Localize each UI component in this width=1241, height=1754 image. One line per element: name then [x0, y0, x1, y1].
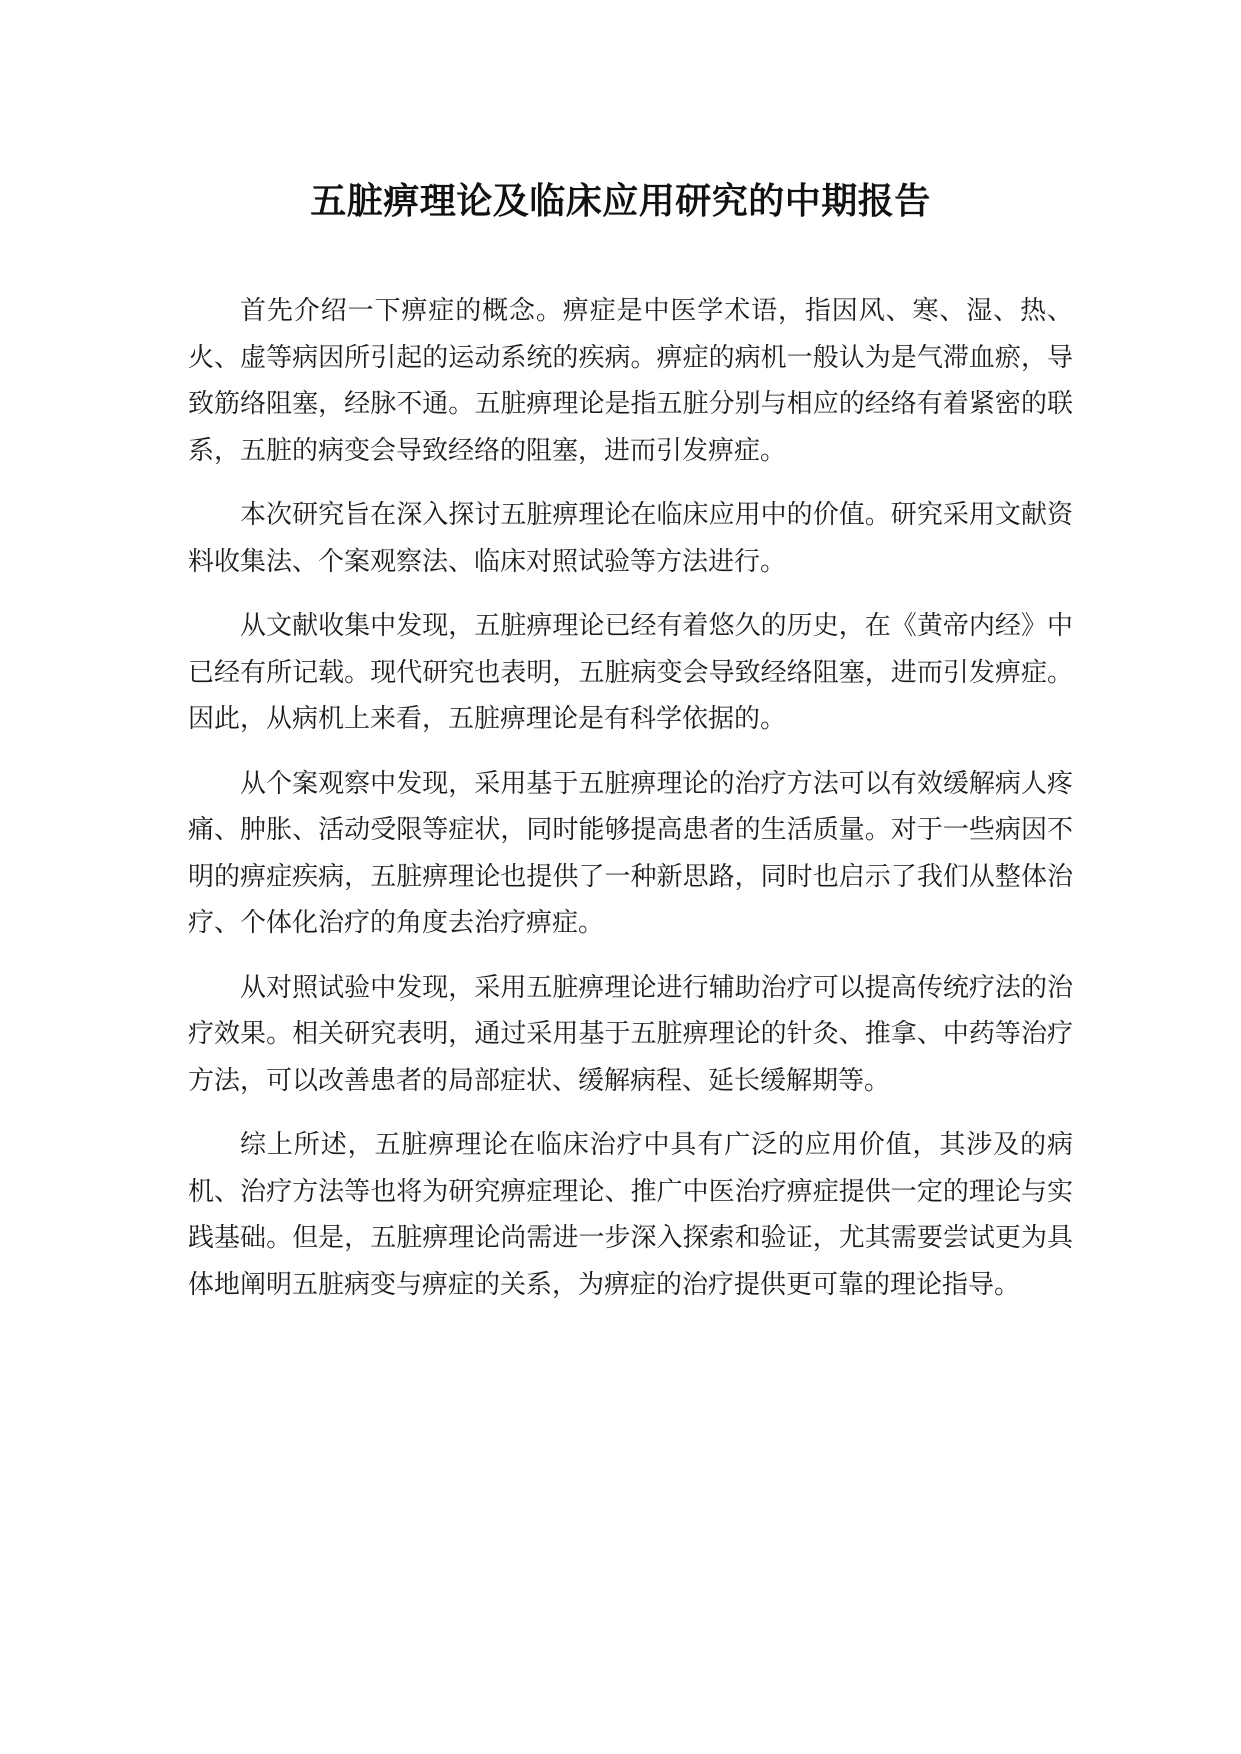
paragraph-controlled-trial: 从对照试验中发现，采用五脏痹理论进行辅助治疗可以提高传统疗法的治疗效果。相关研究表明，通过采用基于五脏痹理论的针灸、推拿、中药等治疗方法，可以改善患者的局部症状、缓解病程、延长缓解期等。: [188, 972, 1073, 1096]
paragraph-conclusion: 综上所述，五脏痹理论在临床治疗中具有广泛的应用价值，其涉及的病机、治疗方法等也将为研究痹症理论、推广中医治疗痹症提供一定的理论与实践基础。但是，五脏痹理论尚需进一步深入探索和验证，尤其需要尝试更为具体地阐明五脏病变与痹症的关系，为痹症的治疗提供更可靠的理论指导。: [188, 1130, 1073, 1300]
document-title: 五脏痹理论及临床应用研究的中期报告: [310, 181, 931, 222]
paragraph-case-observation: 从个案观察中发现，采用基于五脏痹理论的治疗方法可以有效缓解病人疼痛、肿胀、活动受限等症状，同时能够提高患者的生活质量。对于一些病因不明的痹症疾病，五脏痹理论也提供了一种新思路，同时也启示了我们从整体治疗、个体化治疗的角度去治疗痹症。: [188, 768, 1073, 938]
paragraph-research-aim: 本次研究旨在深入探讨五脏痹理论在临床应用中的价值。研究采用文献资料收集法、个案观察法、临床对照试验等方法进行。: [188, 500, 1073, 577]
paragraph-literature: 从文献收集中发现，五脏痹理论已经有着悠久的历史，在《黄帝内经》中已经有所记载。现代研究也表明，五脏病变会导致经络阻塞，进而引发痹症。因此，从病机上来看，五脏痹理论是有科学依据的。: [188, 611, 1073, 734]
paragraph-concept: 首先介绍一下痹症的概念。痹症是中医学术语，指因风、寒、湿、热、火、虚等病因所引起的运动系统的疾病。痹症的病机一般认为是气滞血瘀，导致筋络阻塞，经脉不通。五脏痹理论是指五脏分别与相应的经络有着紧密的联系，五脏的病变会导致经络的阻塞，进而引发痹症。: [188, 296, 1073, 466]
document-body: [188, 288, 1073, 1326]
